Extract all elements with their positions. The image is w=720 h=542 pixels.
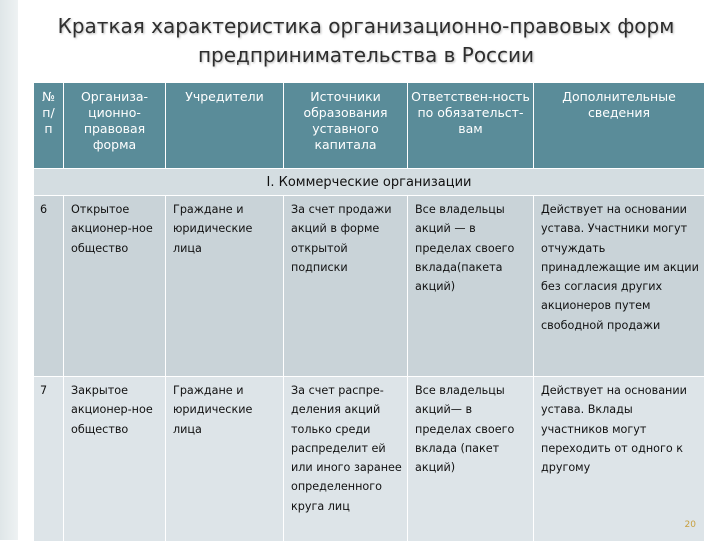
left-decorative-stripe <box>0 0 18 540</box>
founders-cell: Граждане и юридические лица <box>166 377 284 542</box>
founders-cell: Граждане и юридические лица <box>166 196 284 377</box>
header-legal-form: Организа-ционно-правовая форма <box>64 83 166 169</box>
table-row <box>34 377 705 542</box>
additional-info-cell: Действует на основании устава. Участники могут отчуждать принадлежащие им акции без согласия других акционеров путем свободной продажи <box>534 196 705 377</box>
table-row <box>34 196 705 377</box>
slide-title <box>36 12 696 70</box>
header-additional-info: Дополнительные сведения <box>534 83 705 169</box>
slide-title-line-2: предпринимательства в России <box>197 43 535 67</box>
section-title: I. Коммерческие организации <box>34 169 705 196</box>
row-number: 6 <box>34 196 64 377</box>
liability-cell: Все владельцы акций— в пределах своего вклада (пакет акций) <box>408 377 534 542</box>
header-liability: Ответствен-ность по обязательст-вам <box>408 83 534 169</box>
legal-form-cell: Закрытое акционер-ное общество <box>64 377 166 542</box>
header-number: № п/ п <box>34 83 64 169</box>
capital-sources-cell: За счет распре-деления акций только среди распределит ей или иного заранее определенного круга лиц <box>284 377 408 542</box>
header-capital-sources: Источники образования уставного капитала <box>284 83 408 169</box>
capital-sources-cell: За счет продажи акций в форме открытой подписки <box>284 196 408 377</box>
page-number: 20 <box>684 520 696 530</box>
liability-cell: Все владельцы акций — в пределах своего вклада(пакета акций) <box>408 196 534 377</box>
additional-info-cell: Действует на основании устава. Вклады участников могут переходить от одного к другому <box>534 377 705 542</box>
org-forms-table <box>33 82 705 542</box>
header-founders: Учредители <box>166 83 284 169</box>
legal-form-cell: Открытое акционер-ное общество <box>64 196 166 377</box>
section-row <box>34 169 705 196</box>
slide-title-line-1: Краткая характеристика организационно-правовых форм <box>57 14 675 38</box>
table-header-row <box>34 83 705 169</box>
row-number: 7 <box>34 377 64 542</box>
